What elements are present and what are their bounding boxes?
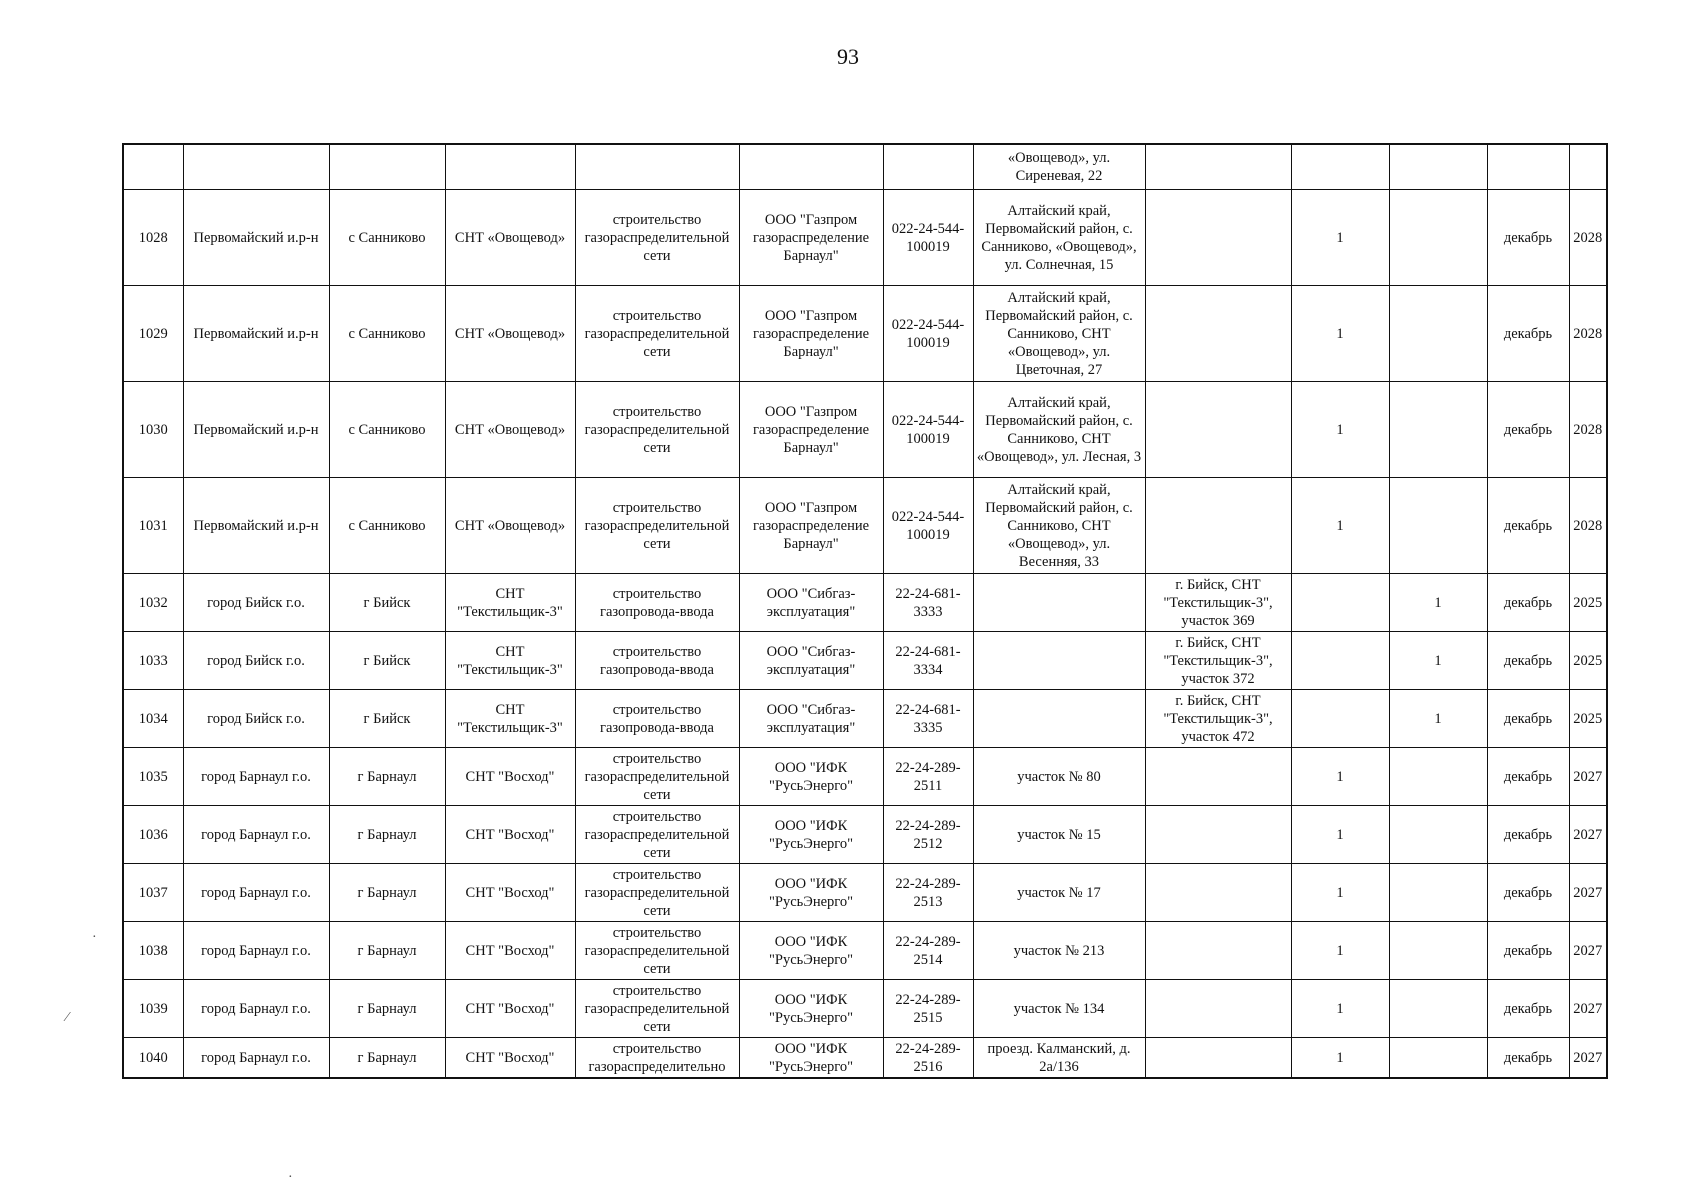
cell-object: СНТ "Восход" bbox=[445, 864, 575, 922]
cell-org: ООО "Сибгаз-эксплуатация" bbox=[739, 574, 883, 632]
cell-locality: г Барнаул bbox=[329, 1038, 445, 1079]
cell-org: ООО "Газпром газораспределение Барнаул" bbox=[739, 478, 883, 574]
cell-address: проезд. Калманский, д. 2а/136 bbox=[973, 1038, 1145, 1079]
cell-locality: г Барнаул bbox=[329, 922, 445, 980]
cell-org: ООО "ИФК "РусьЭнерго" bbox=[739, 922, 883, 980]
cell-no: 1033 bbox=[123, 632, 183, 690]
cell-count1 bbox=[1291, 690, 1389, 748]
cell-count1: 1 bbox=[1291, 922, 1389, 980]
table-body bbox=[123, 144, 1607, 1078]
cell-work: строительство газораспределительно bbox=[575, 1038, 739, 1079]
cell-year: 2027 bbox=[1569, 922, 1607, 980]
margin-mark: · bbox=[288, 1170, 293, 1185]
cell-code: 22-24-289-2516 bbox=[883, 1038, 973, 1079]
cell-address: участок № 15 bbox=[973, 806, 1145, 864]
cell-work: строительство газопровода-ввода bbox=[575, 574, 739, 632]
table-row bbox=[123, 690, 1607, 748]
cell-code: 022-24-544-100019 bbox=[883, 382, 973, 478]
cell-count2 bbox=[1389, 1038, 1487, 1079]
cell-count2: 1 bbox=[1389, 632, 1487, 690]
cell-locality: с Санниково bbox=[329, 478, 445, 574]
cell-object: СНТ "Восход" bbox=[445, 980, 575, 1038]
cell-work: строительство газопровода-ввода bbox=[575, 632, 739, 690]
cell-locality: с Санниково bbox=[329, 190, 445, 286]
cell-object: СНТ «Овощевод» bbox=[445, 478, 575, 574]
cell-work: строительство газораспределительной сети bbox=[575, 922, 739, 980]
cell-count1: 1 bbox=[1291, 864, 1389, 922]
cell-address2 bbox=[1145, 382, 1291, 478]
cell-district: город Бийск г.о. bbox=[183, 632, 329, 690]
table-row bbox=[123, 632, 1607, 690]
cell-address bbox=[973, 574, 1145, 632]
cell-district: город Бийск г.о. bbox=[183, 574, 329, 632]
cell-year: 2027 bbox=[1569, 1038, 1607, 1079]
cell-locality: г Бийск bbox=[329, 574, 445, 632]
cell-address2: г. Бийск, СНТ "Текстильщик-3", участок 472 bbox=[1145, 690, 1291, 748]
cell-address2 bbox=[1145, 980, 1291, 1038]
cell-object: СНТ «Овощевод» bbox=[445, 190, 575, 286]
cell-count2 bbox=[1389, 864, 1487, 922]
cell-month: декабрь bbox=[1487, 574, 1569, 632]
cell-count2 bbox=[1389, 190, 1487, 286]
table-row bbox=[123, 1038, 1607, 1079]
cell-code: 022-24-544-100019 bbox=[883, 286, 973, 382]
cell-locality: г Бийск bbox=[329, 632, 445, 690]
cell-count2 bbox=[1389, 922, 1487, 980]
cell-work: строительство газораспределительной сети bbox=[575, 806, 739, 864]
table-row bbox=[123, 922, 1607, 980]
cell-no: 1039 bbox=[123, 980, 183, 1038]
cell-address2 bbox=[1145, 922, 1291, 980]
cell-count1: 1 bbox=[1291, 806, 1389, 864]
cell-district: Первомайский и.р-н bbox=[183, 478, 329, 574]
cell-code: 22-24-289-2512 bbox=[883, 806, 973, 864]
cell-code bbox=[883, 144, 973, 190]
cell-count1: 1 bbox=[1291, 382, 1389, 478]
cell-locality: г Барнаул bbox=[329, 864, 445, 922]
cell-locality: г Барнаул bbox=[329, 806, 445, 864]
cell-district: город Барнаул г.о. bbox=[183, 922, 329, 980]
cell-no bbox=[123, 144, 183, 190]
cell-year: 2027 bbox=[1569, 806, 1607, 864]
data-table bbox=[122, 143, 1608, 1079]
cell-org: ООО "Газпром газораспределение Барнаул" bbox=[739, 190, 883, 286]
cell-count2: 1 bbox=[1389, 690, 1487, 748]
cell-count2 bbox=[1389, 980, 1487, 1038]
cell-address: участок № 80 bbox=[973, 748, 1145, 806]
cell-month: декабрь bbox=[1487, 748, 1569, 806]
cell-district: город Барнаул г.о. bbox=[183, 864, 329, 922]
cell-month: декабрь bbox=[1487, 632, 1569, 690]
cell-no: 1038 bbox=[123, 922, 183, 980]
cell-object: СНТ "Восход" bbox=[445, 1038, 575, 1079]
cell-no: 1035 bbox=[123, 748, 183, 806]
cell-month: декабрь bbox=[1487, 190, 1569, 286]
cell-address: участок № 213 bbox=[973, 922, 1145, 980]
table-row bbox=[123, 864, 1607, 922]
cell-code: 22-24-681-3334 bbox=[883, 632, 973, 690]
cell-address: Алтайский край, Первомайский район, с. Санниково, СНТ «Овощевод», ул. Лесная, 3 bbox=[973, 382, 1145, 478]
cell-work: строительство газопровода-ввода bbox=[575, 690, 739, 748]
cell-year: 2025 bbox=[1569, 632, 1607, 690]
cell-code: 22-24-289-2514 bbox=[883, 922, 973, 980]
cell-year: 2028 bbox=[1569, 286, 1607, 382]
cell-object: СНТ "Восход" bbox=[445, 806, 575, 864]
cell-no: 1036 bbox=[123, 806, 183, 864]
cell-no: 1037 bbox=[123, 864, 183, 922]
cell-count2: 1 bbox=[1389, 574, 1487, 632]
cell-no: 1040 bbox=[123, 1038, 183, 1079]
cell-count1: 1 bbox=[1291, 286, 1389, 382]
page-number: 93 bbox=[837, 44, 859, 69]
cell-org: ООО "ИФК "РусьЭнерго" bbox=[739, 1038, 883, 1079]
cell-count1 bbox=[1291, 632, 1389, 690]
cell-count1: 1 bbox=[1291, 748, 1389, 806]
cell-month: декабрь bbox=[1487, 286, 1569, 382]
cell-address2 bbox=[1145, 190, 1291, 286]
cell-work: строительство газораспределительной сети bbox=[575, 190, 739, 286]
cell-code: 22-24-681-3333 bbox=[883, 574, 973, 632]
cell-address2 bbox=[1145, 144, 1291, 190]
cell-address2 bbox=[1145, 748, 1291, 806]
cell-address: участок № 134 bbox=[973, 980, 1145, 1038]
cell-count1 bbox=[1291, 144, 1389, 190]
table-row bbox=[123, 286, 1607, 382]
cell-org: ООО "ИФК "РусьЭнерго" bbox=[739, 806, 883, 864]
cell-year: 2027 bbox=[1569, 864, 1607, 922]
cell-month: декабрь bbox=[1487, 864, 1569, 922]
cell-year: 2027 bbox=[1569, 748, 1607, 806]
cell-code: 22-24-289-2515 bbox=[883, 980, 973, 1038]
table-row bbox=[123, 748, 1607, 806]
margin-mark: ⁄ bbox=[66, 1010, 69, 1025]
cell-count2 bbox=[1389, 144, 1487, 190]
cell-address: Алтайский край, Первомайский район, с. Санниково, СНТ «Овощевод», ул. Цветочная, 27 bbox=[973, 286, 1145, 382]
table-row bbox=[123, 806, 1607, 864]
cell-count1: 1 bbox=[1291, 478, 1389, 574]
cell-year: 2028 bbox=[1569, 478, 1607, 574]
cell-month: декабрь bbox=[1487, 382, 1569, 478]
cell-address2: г. Бийск, СНТ "Текстильщик-3", участок 372 bbox=[1145, 632, 1291, 690]
cell-month: декабрь bbox=[1487, 806, 1569, 864]
cell-object: СНТ "Текстильщик-3" bbox=[445, 574, 575, 632]
cell-year: 2027 bbox=[1569, 980, 1607, 1038]
cell-org: ООО "Газпром газораспределение Барнаул" bbox=[739, 286, 883, 382]
cell-district: Первомайский и.р-н bbox=[183, 190, 329, 286]
table-row bbox=[123, 382, 1607, 478]
cell-district bbox=[183, 144, 329, 190]
cell-address2 bbox=[1145, 478, 1291, 574]
cell-no: 1032 bbox=[123, 574, 183, 632]
cell-address2 bbox=[1145, 286, 1291, 382]
table-row bbox=[123, 478, 1607, 574]
cell-org bbox=[739, 144, 883, 190]
table-row-continued bbox=[123, 144, 1607, 190]
cell-month: декабрь bbox=[1487, 922, 1569, 980]
cell-object: СНТ "Текстильщик-3" bbox=[445, 690, 575, 748]
cell-address2 bbox=[1145, 1038, 1291, 1079]
cell-org: ООО "Сибгаз-эксплуатация" bbox=[739, 632, 883, 690]
cell-code: 022-24-544-100019 bbox=[883, 478, 973, 574]
cell-address2: г. Бийск, СНТ "Текстильщик-3", участок 369 bbox=[1145, 574, 1291, 632]
cell-object: СНТ "Восход" bbox=[445, 922, 575, 980]
cell-address2 bbox=[1145, 806, 1291, 864]
cell-object: СНТ "Текстильщик-3" bbox=[445, 632, 575, 690]
cell-no: 1031 bbox=[123, 478, 183, 574]
cell-locality: с Санниково bbox=[329, 286, 445, 382]
cell-no: 1028 bbox=[123, 190, 183, 286]
cell-count2 bbox=[1389, 748, 1487, 806]
table-row bbox=[123, 980, 1607, 1038]
cell-count2 bbox=[1389, 382, 1487, 478]
cell-count1: 1 bbox=[1291, 190, 1389, 286]
cell-org: ООО "ИФК "РусьЭнерго" bbox=[739, 748, 883, 806]
cell-count1 bbox=[1291, 574, 1389, 632]
cell-address: участок № 17 bbox=[973, 864, 1145, 922]
table-row bbox=[123, 574, 1607, 632]
cell-no: 1030 bbox=[123, 382, 183, 478]
cell-object: СНТ «Овощевод» bbox=[445, 382, 575, 478]
cell-count2 bbox=[1389, 478, 1487, 574]
cell-locality bbox=[329, 144, 445, 190]
cell-locality: г Бийск bbox=[329, 690, 445, 748]
cell-month bbox=[1487, 144, 1569, 190]
cell-locality: г Барнаул bbox=[329, 748, 445, 806]
cell-code: 22-24-289-2513 bbox=[883, 864, 973, 922]
cell-org: ООО "Сибгаз-эксплуатация" bbox=[739, 690, 883, 748]
cell-work bbox=[575, 144, 739, 190]
cell-work: строительство газораспределительной сети bbox=[575, 478, 739, 574]
cell-work: строительство газораспределительной сети bbox=[575, 286, 739, 382]
cell-district: город Барнаул г.о. bbox=[183, 980, 329, 1038]
cell-org: ООО "ИФК "РусьЭнерго" bbox=[739, 864, 883, 922]
cell-locality: с Санниково bbox=[329, 382, 445, 478]
cell-district: город Бийск г.о. bbox=[183, 690, 329, 748]
cell-address: Алтайский край, Первомайский район, с. Санниково, СНТ «Овощевод», ул. Весенняя, 33 bbox=[973, 478, 1145, 574]
cell-code: 22-24-289-2511 bbox=[883, 748, 973, 806]
cell-year: 2028 bbox=[1569, 382, 1607, 478]
cell-work: строительство газораспределительной сети bbox=[575, 864, 739, 922]
cell-address bbox=[973, 632, 1145, 690]
cell-count2 bbox=[1389, 806, 1487, 864]
cell-no: 1029 bbox=[123, 286, 183, 382]
cell-object bbox=[445, 144, 575, 190]
cell-year: 2028 bbox=[1569, 190, 1607, 286]
cell-year bbox=[1569, 144, 1607, 190]
cell-address2 bbox=[1145, 864, 1291, 922]
cell-district: Первомайский и.р-н bbox=[183, 382, 329, 478]
cell-org: ООО "ИФК "РусьЭнерго" bbox=[739, 980, 883, 1038]
cell-year: 2025 bbox=[1569, 690, 1607, 748]
cell-address: Алтайский край, Первомайский район, с. Санниково, «Овощевод», ул. Солнечная, 15 bbox=[973, 190, 1145, 286]
cell-month: декабрь bbox=[1487, 980, 1569, 1038]
cell-count1: 1 bbox=[1291, 980, 1389, 1038]
cell-address: «Овощевод», ул. Сиреневая, 22 bbox=[973, 144, 1145, 190]
cell-code: 022-24-544-100019 bbox=[883, 190, 973, 286]
cell-district: город Барнаул г.о. bbox=[183, 748, 329, 806]
cell-month: декабрь bbox=[1487, 690, 1569, 748]
table-row bbox=[123, 190, 1607, 286]
cell-work: строительство газораспределительной сети bbox=[575, 748, 739, 806]
cell-locality: г Барнаул bbox=[329, 980, 445, 1038]
cell-district: город Барнаул г.о. bbox=[183, 806, 329, 864]
cell-code: 22-24-681-3335 bbox=[883, 690, 973, 748]
cell-count1: 1 bbox=[1291, 1038, 1389, 1079]
cell-month: декабрь bbox=[1487, 1038, 1569, 1079]
cell-count2 bbox=[1389, 286, 1487, 382]
cell-work: строительство газораспределительной сети bbox=[575, 980, 739, 1038]
cell-object: СНТ "Восход" bbox=[445, 748, 575, 806]
cell-address bbox=[973, 690, 1145, 748]
margin-mark: · bbox=[92, 930, 97, 945]
cell-district: город Барнаул г.о. bbox=[183, 1038, 329, 1079]
cell-year: 2025 bbox=[1569, 574, 1607, 632]
cell-object: СНТ «Овощевод» bbox=[445, 286, 575, 382]
cell-month: декабрь bbox=[1487, 478, 1569, 574]
cell-org: ООО "Газпром газораспределение Барнаул" bbox=[739, 382, 883, 478]
cell-work: строительство газораспределительной сети bbox=[575, 382, 739, 478]
cell-district: Первомайский и.р-н bbox=[183, 286, 329, 382]
cell-no: 1034 bbox=[123, 690, 183, 748]
